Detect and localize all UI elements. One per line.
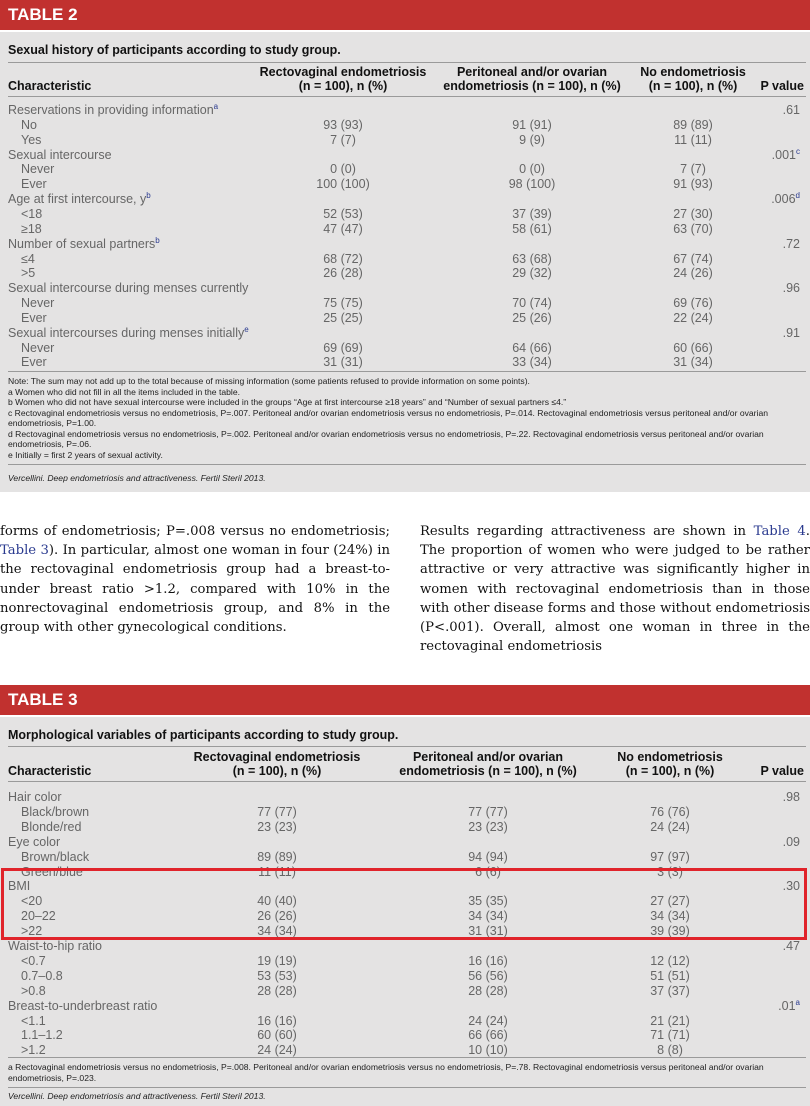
row-label: Black/brown <box>21 804 90 819</box>
cell-no-endometriosis: 91 (93) <box>673 177 713 192</box>
table-row <box>0 326 810 341</box>
col-rectovaginal: Rectovaginal endometriosis (n = 100), n (%) <box>193 750 361 778</box>
cell-no-endometriosis: 89 (89) <box>673 117 713 132</box>
cell-rectovaginal: 19 (19) <box>257 953 297 968</box>
table-row <box>0 311 810 326</box>
cell-no-endometriosis: 11 (11) <box>674 132 712 147</box>
cell-no-endometriosis: 12 (12) <box>650 953 690 968</box>
table-row <box>0 103 810 118</box>
row-label: ≥18 <box>21 221 42 236</box>
cell-no-endometriosis: 8 (8) <box>657 1043 683 1058</box>
table-row <box>0 177 810 192</box>
cell-no-endometriosis: 3 (3) <box>657 864 683 879</box>
footnote: c Rectovaginal endometriosis versus no endometriosis, P=.007. Peritoneal and/or ovarian endometriosis versus no endometriosis, P=.014. Rectovaginal endometriosis versus peritoneal and/or ovarian endometriosis, P=1.00. <box>8 407 769 428</box>
cell-no-endometriosis: 24 (26) <box>673 266 713 281</box>
table-row <box>0 1014 810 1029</box>
row-label: <20 <box>21 894 43 909</box>
cell-rectovaginal: 25 (25) <box>323 310 363 325</box>
row-label: Green/blue <box>21 864 83 879</box>
cell-peritoneal: 58 (61) <box>512 221 552 236</box>
col-no-endometriosis: No endometriosis (n = 100), n (%) <box>617 750 723 778</box>
col-no-endometriosis: No endometriosis (n = 100), n (%) <box>640 65 746 93</box>
table-row <box>0 999 810 1014</box>
row-label: Sexual intercourse <box>8 147 112 162</box>
table-row <box>0 252 810 267</box>
divider <box>8 371 806 372</box>
cell-no-endometriosis: 63 (70) <box>673 221 713 236</box>
table4-link[interactable]: Table 4 <box>753 524 806 539</box>
col-characteristic: Characteristic <box>8 79 92 93</box>
row-label: <1.1 <box>21 1013 46 1028</box>
row-label: Never <box>21 296 55 311</box>
cell-peritoneal: 25 (26) <box>512 310 552 325</box>
cell-rectovaginal: 11 (11) <box>258 864 296 879</box>
cell-rectovaginal: 93 (93) <box>323 117 363 132</box>
row-label: >5 <box>21 266 36 281</box>
cell-peritoneal: 10 (10) <box>468 1043 508 1058</box>
cell-no-endometriosis: 71 (71) <box>650 1028 690 1043</box>
table2-caption: Sexual history of participants according to study group. <box>8 43 341 57</box>
row-label: Eye color <box>8 834 61 849</box>
row-label: Yes <box>21 132 42 147</box>
table2-label: TABLE 2 <box>0 0 810 30</box>
cell-peritoneal: 16 (16) <box>468 953 508 968</box>
cell-rectovaginal: 69 (69) <box>323 340 363 355</box>
row-label: 1.1–1.2 <box>21 1028 63 1043</box>
row-label: >22 <box>21 924 43 939</box>
table-row <box>0 222 810 237</box>
cell-pvalue: .72 <box>782 236 800 251</box>
row-label: <18 <box>21 206 43 221</box>
table-row <box>0 162 810 177</box>
cell-rectovaginal: 28 (28) <box>257 983 297 998</box>
cell-peritoneal: 94 (94) <box>468 849 508 864</box>
table3-link[interactable]: Table 3 <box>0 543 49 559</box>
row-label: Never <box>21 340 55 355</box>
cell-no-endometriosis: 39 (39) <box>650 924 690 939</box>
cell-peritoneal: 24 (24) <box>468 1013 508 1028</box>
table-row <box>0 790 810 805</box>
row-label: Sexual intercourse during menses currently <box>8 281 249 296</box>
row-label: Never <box>21 162 55 177</box>
cell-rectovaginal: 47 (47) <box>323 221 363 236</box>
cell-rectovaginal: 7 (7) <box>330 132 356 147</box>
cell-pvalue: .01$^a$ <box>778 997 800 1013</box>
table-row <box>0 954 810 969</box>
table-row <box>0 237 810 252</box>
row-label: Sexual intercourses during menses initially$^e$ <box>8 324 249 340</box>
cell-no-endometriosis: 21 (21) <box>650 1013 690 1028</box>
cell-pvalue: .47 <box>782 939 800 953</box>
table-row <box>0 341 810 356</box>
cell-rectovaginal: 40 (40) <box>257 894 297 909</box>
table-row <box>0 207 810 222</box>
cell-peritoneal: 34 (34) <box>468 909 508 924</box>
cell-rectovaginal: 100 (100) <box>316 177 370 192</box>
cell-rectovaginal: 68 (72) <box>323 251 363 266</box>
footnote: e Initially = first 2 years of sexual activity. <box>8 449 163 460</box>
divider <box>8 464 806 465</box>
table-row <box>0 148 810 163</box>
cell-pvalue: .98 <box>782 790 800 804</box>
cell-no-endometriosis: 60 (66) <box>673 340 713 355</box>
cell-rectovaginal: 31 (31) <box>323 355 363 370</box>
divider <box>8 1057 806 1058</box>
row-label: Ever <box>21 355 47 370</box>
cell-peritoneal: 6 (6) <box>475 864 501 879</box>
row-label: >0.8 <box>21 983 46 998</box>
table2-notes <box>8 376 804 460</box>
cell-peritoneal: 35 (35) <box>468 894 508 909</box>
cell-pvalue: .96 <box>782 281 800 296</box>
cell-peritoneal: 91 (91) <box>512 117 552 132</box>
divider <box>8 62 806 63</box>
row-label: >1.2 <box>21 1043 46 1058</box>
cell-rectovaginal: 0 (0) <box>330 162 356 177</box>
cell-pvalue: .91 <box>782 325 800 340</box>
cell-no-endometriosis: 69 (76) <box>673 296 713 311</box>
row-label: BMI <box>8 879 31 894</box>
cell-peritoneal: 70 (74) <box>512 296 552 311</box>
cell-peritoneal: 77 (77) <box>468 804 508 819</box>
table2-body <box>0 32 810 492</box>
cell-no-endometriosis: 22 (24) <box>673 310 713 325</box>
cell-peritoneal: 63 (68) <box>512 251 552 266</box>
row-label: Number of sexual partners$^b$ <box>8 235 160 251</box>
table-row <box>0 805 810 820</box>
cell-no-endometriosis: 31 (34) <box>673 355 713 370</box>
table3-caption: Morphological variables of participants according to study group. <box>8 728 399 742</box>
cell-no-endometriosis: 24 (24) <box>650 819 690 834</box>
table-row <box>0 118 810 133</box>
cell-no-endometriosis: 27 (27) <box>650 894 690 909</box>
row-label: Ever <box>21 177 47 192</box>
table-row <box>0 296 810 311</box>
row-label: Ever <box>21 310 47 325</box>
body-column-left: forms of endometriosis; P=.008 versus no endometriosis; Table 3). In particular, almost one woman in four (24%) in the rectovaginal endometriosis group had a breast-to-under breast ratio >1.2, compared with 10% in the nonrectovaginal endometriosis group, and 8% in the group with other gynecological conditions. <box>0 524 390 636</box>
cell-pvalue: .61 <box>782 103 800 117</box>
cell-pvalue: .30 <box>782 879 800 894</box>
body-column-right: Results regarding attractiveness are shown in Table 4. The proportion of women who were judged to be rather attractive or very attractive was significantly higher in women with rectovaginal endometriosis than in those with other disease forms and those without endometriosis (P<.001). Overall, almost one woman in three in the rectovaginal endometriosis <box>420 524 810 655</box>
row-label: Reservations in providing information$^a$ <box>8 101 219 117</box>
cell-rectovaginal: 26 (28) <box>323 266 363 281</box>
cell-rectovaginal: 24 (24) <box>257 1043 297 1058</box>
cell-rectovaginal: 26 (26) <box>257 909 297 924</box>
cell-peritoneal: 56 (56) <box>468 968 508 983</box>
table2-citation: Vercellini. Deep endometriosis and attractiveness. Fertil Steril 2013. <box>8 473 266 483</box>
col-rectovaginal: Rectovaginal endometriosis (n = 100), n (%) <box>259 65 427 93</box>
cell-pvalue: .001$^c$ <box>771 146 800 162</box>
cell-no-endometriosis: 51 (51) <box>650 968 690 983</box>
row-label: Age at first intercourse, $y^b$ <box>8 190 151 207</box>
table3-label: TABLE 3 <box>0 685 810 715</box>
row-label: No <box>21 117 37 132</box>
row-label: 0.7–0.8 <box>21 968 63 983</box>
divider <box>8 96 806 97</box>
table-row <box>0 281 810 296</box>
cell-rectovaginal: 16 (16) <box>257 1013 297 1028</box>
table-row <box>0 939 810 954</box>
row-label: Waist-to-hip ratio <box>8 939 103 953</box>
row-label: 20–22 <box>21 909 56 924</box>
table-row <box>0 820 810 835</box>
table3-notes <box>8 1062 804 1083</box>
footnote: b Women who did not have sexual intercourse were included in the groups “Age at first intercourse ≥18 years” and “Number of sexual partners ≤4.” <box>8 397 567 407</box>
cell-peritoneal: 0 (0) <box>519 162 545 177</box>
cell-rectovaginal: 34 (34) <box>257 924 297 939</box>
table3-citation: Vercellini. Deep endometriosis and attractiveness. Fertil Steril 2013. <box>8 1091 266 1101</box>
footnote: a Rectovaginal endometriosis versus no endometriosis, P=.008. Peritoneal and/or ovarian endometriosis versus no endometriosis, P=.78. Rectovaginal endometriosis versus peritoneal and/or ovarian endometriosis, P=.023. <box>8 1062 764 1083</box>
cell-peritoneal: 64 (66) <box>512 340 552 355</box>
row-label: Hair color <box>8 790 62 804</box>
row-label: <0.7 <box>21 953 46 968</box>
table-row <box>0 835 810 850</box>
row-label: Brown/black <box>21 849 90 864</box>
table-row <box>0 969 810 984</box>
cell-peritoneal: 23 (23) <box>468 819 508 834</box>
cell-peritoneal: 37 (39) <box>512 206 552 221</box>
table-row <box>0 1028 810 1043</box>
cell-no-endometriosis: 7 (7) <box>680 162 706 177</box>
cell-peritoneal: 66 (66) <box>468 1028 508 1043</box>
col-peritoneal: Peritoneal and/or ovarian endometriosis (n = 100), n (%) <box>399 750 577 778</box>
footnote: a Women who did not fill in all the items included in the table. <box>8 386 241 397</box>
cell-rectovaginal: 60 (60) <box>257 1028 297 1043</box>
cell-no-endometriosis: 67 (74) <box>673 251 713 266</box>
article-body <box>0 522 810 655</box>
footnote: d Rectovaginal endometriosis versus no endometriosis, P=.002. Peritoneal and/or ovarian endometriosis versus no endometriosis, P=.22. Rectovaginal endometriosis versus peritoneal and/or ovarian endometriosis, P=.06. <box>8 428 764 449</box>
row-label: Blonde/red <box>21 819 82 834</box>
cell-pvalue: .006$^d$ <box>771 190 800 207</box>
table-row <box>0 192 810 207</box>
cell-no-endometriosis: 34 (34) <box>650 909 690 924</box>
table-row <box>0 266 810 281</box>
cell-pvalue: .09 <box>782 834 800 849</box>
table-row <box>0 355 810 370</box>
cell-rectovaginal: 89 (89) <box>257 849 297 864</box>
cell-no-endometriosis: 27 (30) <box>673 206 713 221</box>
cell-rectovaginal: 53 (53) <box>257 968 297 983</box>
cell-peritoneal: 29 (32) <box>512 266 552 281</box>
row-label: ≤4 <box>21 251 35 266</box>
row-label: Breast-to-underbreast ratio <box>8 998 158 1013</box>
cell-peritoneal: 28 (28) <box>468 983 508 998</box>
cell-rectovaginal: 75 (75) <box>323 296 363 311</box>
footnote: Note: The sum may not add up to the total because of missing information (some patients refused to provide information on some points). <box>8 376 530 386</box>
divider <box>8 1087 806 1088</box>
table-row <box>0 984 810 999</box>
cell-peritoneal: 31 (31) <box>468 924 508 939</box>
table-row <box>0 133 810 148</box>
col-pvalue: P value <box>760 764 804 778</box>
cell-no-endometriosis: 37 (37) <box>650 983 690 998</box>
divider <box>8 781 806 782</box>
cell-rectovaginal: 77 (77) <box>257 804 297 819</box>
col-peritoneal: Peritoneal and/or ovarian endometriosis (n = 100), n (%) <box>443 65 621 93</box>
cell-peritoneal: 98 (100) <box>508 177 556 192</box>
cell-no-endometriosis: 97 (97) <box>650 849 690 864</box>
cell-rectovaginal: 52 (53) <box>323 206 363 221</box>
cell-peritoneal: 9 (9) <box>519 132 545 147</box>
cell-no-endometriosis: 76 (76) <box>650 804 690 819</box>
bmi-highlight-box <box>1 868 807 940</box>
divider <box>8 746 806 747</box>
col-pvalue: P value <box>760 79 804 93</box>
cell-rectovaginal: 23 (23) <box>257 819 297 834</box>
cell-peritoneal: 33 (34) <box>512 355 552 370</box>
table-row <box>0 850 810 865</box>
col-characteristic: Characteristic <box>8 764 92 778</box>
